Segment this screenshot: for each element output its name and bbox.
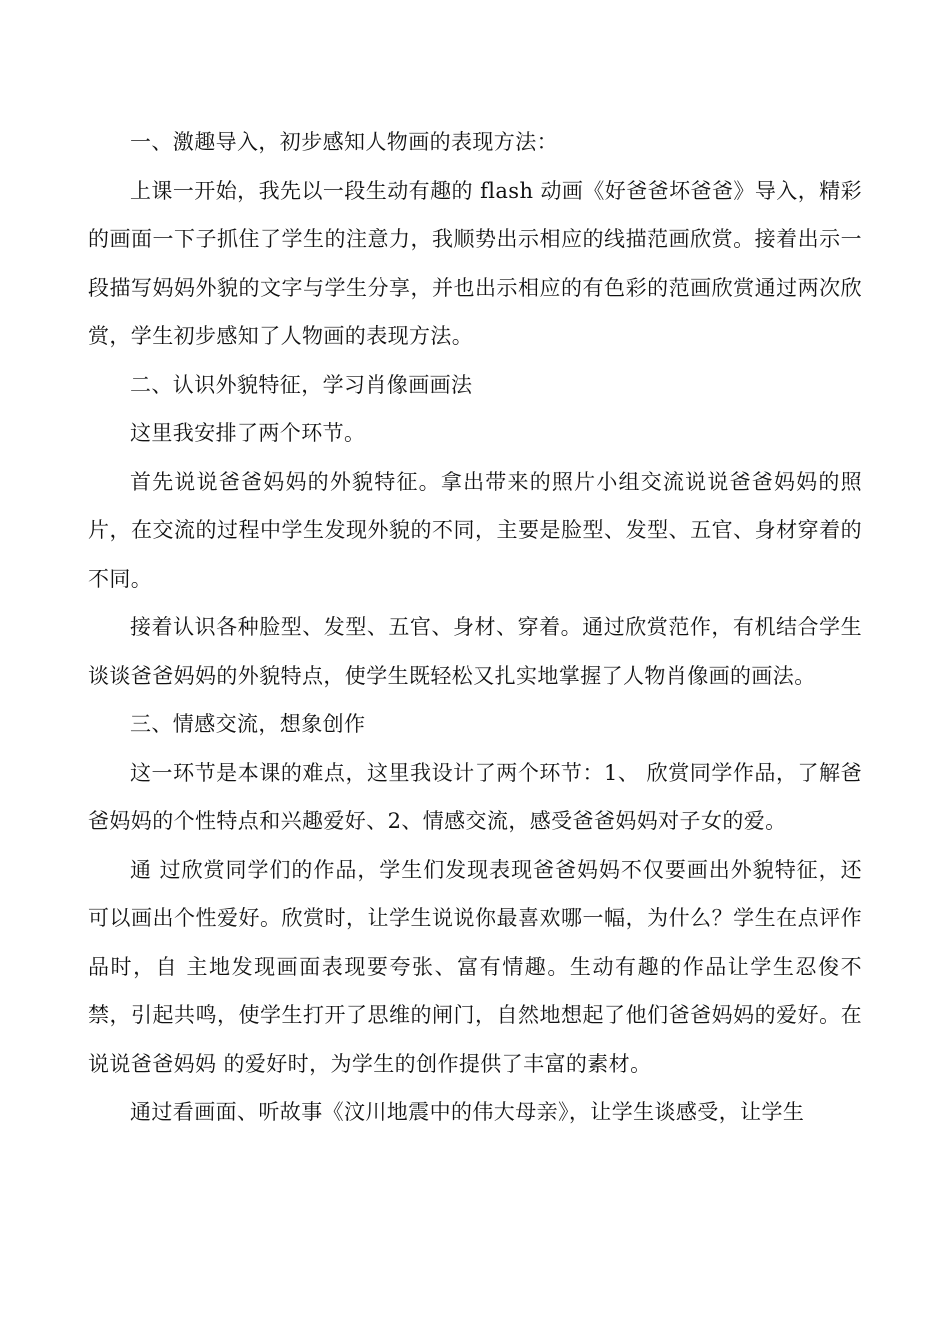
body-paragraph-portrait-method: 接着认识各种脸型、发型、五官、身材、穿着。通过欣赏范作，有机结合学生谈谈爸爸妈妈的外貌特点，使学生既轻松又扎实地掌握了人物肖像画的画法。 [88,615,862,688]
body-paragraph-difficulty: 这一环节是本课的难点，这里我设计了两个环节：1、 欣赏同学作品，了解爸爸妈妈的个性特点和兴趣爱好、2、情感交流，感受爸爸妈妈对子女的爱。 [88,760,862,833]
section-heading-1: 一、激趣导入，初步感知人物画的表现方法： [130,130,558,154]
body-paragraph-features: 首先说说爸爸妈妈的外貌特征。拿出带来的照片小组交流说说爸爸妈妈的照片，在交流的过程中学生发现外貌的不同，主要是脸型、发型、五官、身材穿着的不同。 [88,469,862,591]
body-paragraph-story: 通过看画面、听故事《汶川地震中的伟大母亲》，让学生谈感受，让学生 [130,1100,805,1124]
document-body [88,118,862,1137]
body-paragraph-two-steps: 这里我安排了两个环节。 [130,421,366,445]
body-paragraph-appreciation: 通 过欣赏同学们的作品，学生们发现表现爸爸妈妈不仅要画出外貌特征，还可以画出个性爱好。欣赏时，让学生说说你最喜欢哪一幅，为什么？学生在点评作品时，自 主地发现画面表现要夸张、富有情趣。生动有趣的作品让学生忍俊不禁，引起共鸣，使学生打开了思维的闸门，自然地想起了他们爸爸妈妈的爱好。在说说爸爸妈妈 的爱好时，为学生的创作提供了丰富的素材。 [88,857,862,1076]
body-paragraph-intro: 上课一开始，我先以一段生动有趣的 flash 动画《好爸爸坏爸爸》导入，精彩的画面一下子抓住了学生的注意力，我顺势出示相应的线描范画欣赏。接着出示一段描写妈妈外貌的文字与学生分享，并也出示相应的有色彩的范画欣赏通过两次欣赏，学生初步感知了人物画的表现方法。 [88,178,862,348]
section-heading-3: 三、情感交流，想象创作 [130,712,366,736]
section-heading-2: 二、认识外貌特征，学习肖像画画法 [130,372,473,397]
